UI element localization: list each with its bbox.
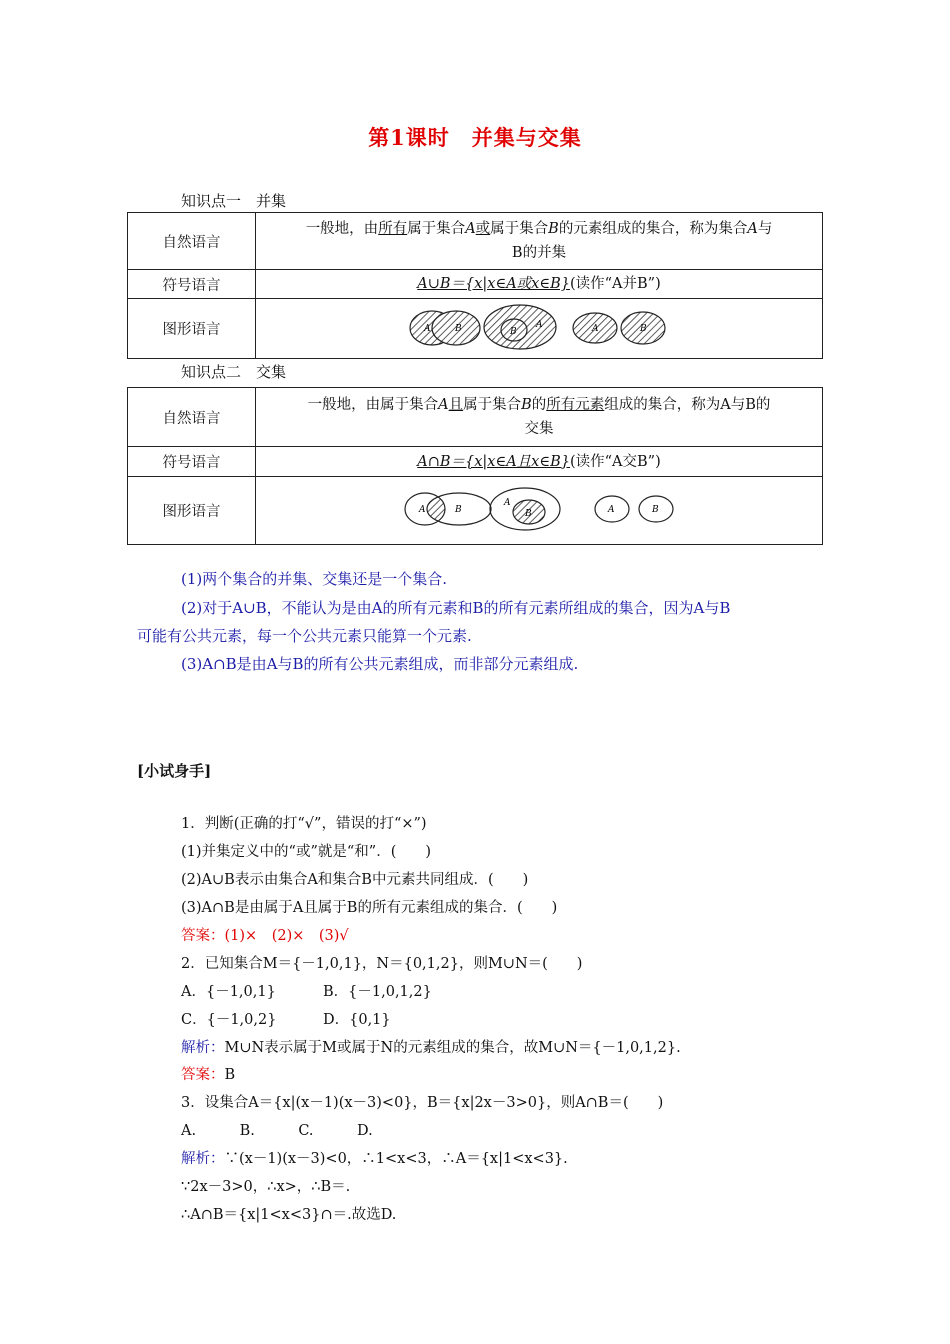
q2-option-d: D．{0,1}	[323, 1012, 391, 1028]
row-label: 图形语言	[128, 477, 256, 545]
q1-stem: 1．判断(正确的打“√”，错误的打“×”)	[181, 816, 427, 832]
union-venn-diagrams	[256, 300, 824, 358]
note-2: (2)对于A∪B，不能认为是由A的所有元素和B的所有元素所组成的集合，因为A与B	[181, 599, 731, 617]
svg-text:A: A	[419, 504, 426, 515]
intersection-natural-language: 一般地，由属于集合A且属于集合B的所有元素组成的集合，称为A与B的 交集	[256, 388, 823, 447]
table-row	[128, 388, 823, 447]
svg-text:B: B	[510, 326, 517, 337]
row-label: 图形语言	[128, 299, 256, 359]
svg-text:A: A	[424, 323, 431, 334]
intersection-venn-diagrams	[256, 478, 824, 544]
intersection-symbol-language: A∩B＝{x|x∈A且x∈B}(读作“A交B”)	[256, 447, 823, 477]
svg-text:A: A	[536, 319, 543, 330]
kp1-heading: 知识点一 并集	[181, 192, 287, 210]
kp2-heading: 知识点二 交集	[181, 363, 287, 381]
q1-item-2: (2)A∪B表示由集合A和集合B中元素共同组成．( )	[181, 872, 529, 888]
note-1: (1)两个集合的并集、交集还是一个集合.	[181, 570, 448, 588]
row-label: 符号语言	[128, 270, 256, 299]
note-3: (3)A∩B是由A与B的所有公共元素组成，而非部分元素组成.	[181, 655, 579, 673]
q3-options: A. B. C. D.	[181, 1123, 373, 1139]
q2-stem: 2．已知集合M＝{－1,0,1}，N＝{0,1,2}，则M∪N＝( )	[181, 956, 583, 972]
svg-text:A: A	[608, 504, 615, 515]
intersection-table	[127, 387, 823, 545]
union-natural-language: 一般地，由所有属于集合A或属于集合B的元素组成的集合，称为集合A与 B的并集	[256, 213, 823, 270]
svg-text:A: A	[504, 497, 511, 508]
table-row	[128, 447, 823, 477]
note-2-cont: 可能有公共元素，每一个公共元素只能算一个元素.	[137, 627, 472, 645]
q1-item-3: (3)A∩B是由属于A且属于B的所有元素组成的集合．( )	[181, 900, 558, 916]
row-label: 自然语言	[128, 213, 256, 270]
q2-option-b: B．{－1,0,1,2}	[323, 984, 432, 1000]
q2-answer: 答案：B	[181, 1067, 236, 1083]
row-label: 符号语言	[128, 447, 256, 477]
q3-analysis: 解析：∵(x－1)(x－3)<0，∴1<x<3，∴A＝{x|1<x<3}.	[181, 1151, 568, 1167]
table-row	[128, 299, 823, 359]
svg-text:B: B	[652, 504, 659, 515]
q3-stem: 3．设集合A＝{x|(x－1)(x－3)<0}，B＝{x|2x－3>0}，则A∩B＝( )	[181, 1095, 664, 1111]
table-row	[128, 270, 823, 299]
q2-analysis: 解析：M∪N表示属于M或属于N的元素组成的集合，故M∪N＝{－1,0,1,2}.	[181, 1040, 681, 1056]
q2-option-a: A．{－1,0,1}	[181, 984, 276, 1000]
page-title: 第1课时 并集与交集	[368, 125, 582, 150]
table-row	[128, 477, 823, 545]
union-graphic-language	[256, 299, 823, 359]
svg-text:B: B	[640, 323, 647, 334]
q1-item-1: (1)并集定义中的“或”就是“和”．( )	[181, 844, 432, 860]
q3-analysis-line-2: ∵2x－3>0，∴x>，∴B＝.	[181, 1179, 351, 1195]
intersection-graphic-language	[256, 477, 823, 545]
q1-answer: 答案：(1)× (2)× (3)√	[181, 928, 349, 944]
svg-text:B: B	[525, 508, 532, 519]
svg-text:B: B	[455, 323, 462, 334]
row-label: 自然语言	[128, 388, 256, 447]
union-symbol-language: A∪B＝{x|x∈A或x∈B}(读作“A并B”)	[256, 270, 823, 299]
q3-analysis-line-3: ∴A∩B＝{x|1<x<3}∩＝.故选D.	[181, 1207, 397, 1223]
section-heading: [小试身手]	[137, 762, 212, 780]
union-table	[127, 212, 823, 359]
svg-text:B: B	[455, 504, 462, 515]
table-row	[128, 213, 823, 270]
q2-option-c: C．{－1,0,2}	[181, 1012, 277, 1028]
svg-text:A: A	[592, 323, 599, 334]
